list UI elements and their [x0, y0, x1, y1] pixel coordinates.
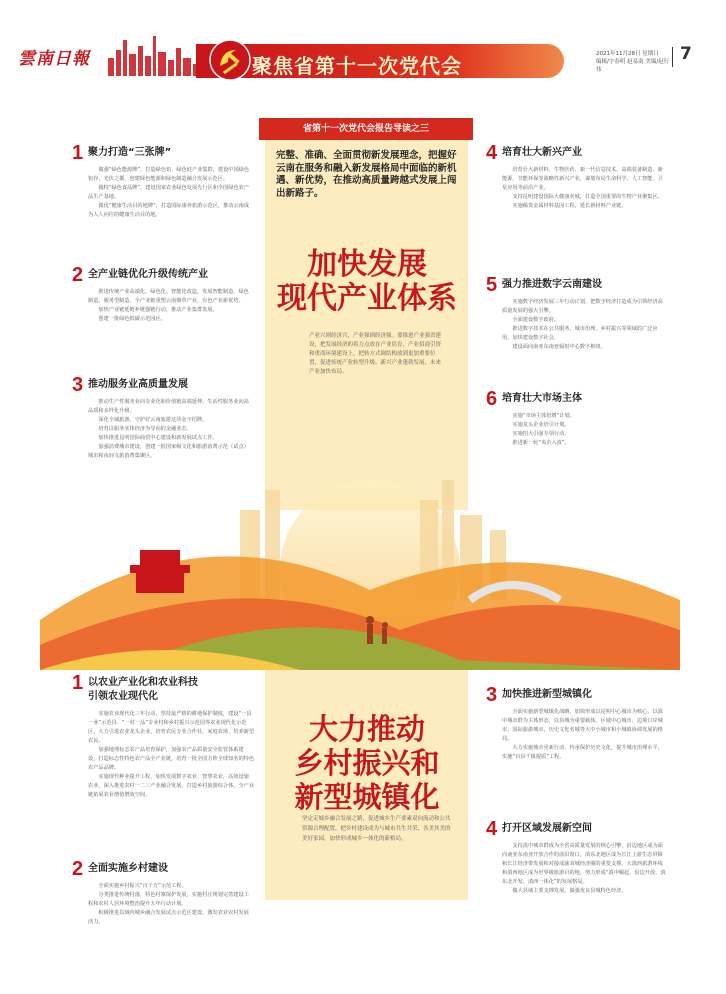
section-title [88, 676, 198, 704]
section-paragraph: 大力实施城市更新行动，传承保护历史文化，提升城市治理水平，实施“百县千镇提质”工程。 [502, 745, 663, 760]
section-paragraph: 加快产业链延链补链强链行动，推动产业集群发展。 [98, 307, 218, 313]
page-title: 聚焦省第十一次党代会 [252, 54, 462, 78]
header-divider [672, 47, 673, 67]
section-paragraph: 实施现代种业提升工程，加快发展数字农业、智慧农业，高效设施农业，深入推进农村一二三产业融合发展，打造乡村旅游综合体，全产业链拓展农业增值增效空间。 [88, 774, 255, 798]
part1-intro: 产业兴则经济兴，产业强则经济强。要推进产业强省建设，把发展经济的着力点放在产业培育，产业招商引资和重商环境建设上，把转方式调结构放到更加重要位置，促进传统产业转型升级、新兴产业蓬勃发展，未来产业加快布局。 [309, 333, 442, 375]
section-body [88, 288, 254, 324]
section-title-line1: 以农业产业化和农业科技 [88, 677, 198, 688]
section-paragraph: 实施招大引强专项行动。 [512, 431, 570, 437]
section-title: 加快推进新型城镇化 [502, 689, 592, 700]
section-body [88, 398, 254, 461]
section-paragraph: 培育以服务实体经济为导向的金融业态。 [98, 426, 192, 432]
section-paragraph: 实施农业现代化三年行动，坚持最严格的耕地保护制度，建设“一县一业”示范县、“一村一品”专业村和乡村振兴示范园等农业现代化示范区，大力引进农业龙头企业，培育农民专业合作社、家庭农场、培养新型农民。 [88, 711, 255, 744]
section-body [502, 842, 666, 896]
section-number: 3 [72, 374, 84, 396]
section-number: 5 [486, 274, 498, 296]
section-paragraph: 全面建设数字政府。 [512, 317, 560, 323]
section-number: 1 [72, 142, 84, 164]
section-number: 2 [72, 264, 84, 286]
section-paragraph: 实施龙头企业培引计划。 [512, 422, 570, 428]
section-body [88, 166, 254, 220]
lead-paragraph: 完整、准确、全面贯彻新发展理念，把握好云南在服务和融入新发展格局中面临的新机遇、新优势，在推动高质量跨越式发展上闯出新路子。 [276, 150, 457, 199]
part2-intro: 坚定走城乡融合发展之路，促进城乡生产要素双向流动和公共资源合理配置，把乡村建设成为与城市共生共荣、各美其美的美好家园，加快形成城乡一体化的新格局。 [302, 816, 451, 842]
section-paragraph: 建设面向南亚东南亚辐射中心数字枢纽。 [512, 344, 606, 350]
skyline-icon [104, 30, 204, 76]
section-title: 打开区域发展新空间 [502, 823, 592, 834]
section-body [502, 166, 666, 211]
section-paragraph: 实施稀贵金属材料基因工程，延长新材料产业链。 [512, 203, 627, 209]
section-number: 1 [72, 672, 84, 694]
section-paragraph: 支持滇中城市群成为全省高质量发展的核心引擎，沿边地区成为面向南亚东南亚开放合作的前沿窗口，滇东北地区成为长江上游生态屏障和长江经济带发展和对接成渝双城经济圈的重要支撑，大滇西旅游环线和滇西地区成为世界级旅游目的地，努力形成“滇中崛起、沿边开放、滇东北开发、滇西一体化”的发展格局。 [502, 843, 666, 885]
section-body [502, 298, 666, 352]
section-paragraph: 全面实施新型城镇化战略，加快形成以昆明中心城市为核心，以滇中城市群为主体形态，以县城为重要载体，区域中心城市、边境口岸城市、国际旅游城市、历史文化名城等大中小城市和小城镇协调发展的格局。 [502, 709, 663, 742]
part1-headline-line1: 加快发展 [307, 247, 427, 282]
part2-headline [268, 712, 466, 814]
section-paragraph: 加快推进昆明国际商贸中心建设和新发展试点工作。 [98, 435, 218, 441]
series-banner-text: 省第十一次党代会报告导读之三 [302, 124, 429, 134]
party-emblem-icon [208, 38, 252, 82]
section-number: 2 [72, 858, 84, 880]
section-title: 培育壮大市场主体 [502, 393, 582, 404]
page-number: 7 [680, 44, 692, 64]
part2-headline-line3: 新型城镇化 [294, 780, 440, 814]
section-paragraph: 推进新一轮“央企入滇”。 [512, 440, 570, 446]
editors-line: 编辑/字春明 赵易南 美编/赵行伟 [596, 59, 670, 73]
section-body [88, 710, 254, 800]
part1-headline [268, 248, 466, 316]
section-paragraph: 实施数字经济发展三年行动计划，把数字经济打造成为引领经济高质量发展的强大引擎。 [502, 299, 663, 314]
section-paragraph: 实施“市场主体倍增”计划。 [512, 413, 575, 419]
part2-headline-line2: 乡村振兴和 [294, 746, 440, 780]
series-banner [259, 118, 473, 140]
section-paragraph: 推进数字技术在公共服务、城市治理、乡村振兴等领域的广泛应用，加快建设数字社会。 [502, 326, 658, 341]
section-paragraph: 做优“健康生活目的地牌”，打造国际康养旅游示范区，推动云南成为人人向往的健康生活目的地。 [88, 203, 250, 218]
section-number: 4 [486, 818, 498, 840]
section-paragraph: 做强“绿色能源牌”，打造绿色铝、绿色硅产业集群，建设中国绿色铝谷，光伏之都，创建绿色能源和绿色制造融合发展示范区。 [88, 167, 250, 182]
section-paragraph: 创建一批绿色低碳示范园区。 [98, 316, 166, 322]
landscape-illustration [40, 470, 680, 670]
section-paragraph: 深化全域旅游，守护好云南旅游这块金字招牌。 [98, 417, 208, 423]
section-title: 全面实施乡村建设 [88, 863, 168, 874]
section-title: 全产业链优化升级传统产业 [88, 269, 208, 280]
section-paragraph: 培育壮大新材料、生物医药、新一代信息技术、高端装备制造、新能源、节能环保等战略性新兴产业，谋划布局生命科学、人工智能、卫星应用等前沿产业。 [502, 167, 663, 191]
section-paragraph: 做特“绿色食品牌”，建设国家农业绿色发展先行区和全国绿色农产品生产基地。 [88, 185, 250, 200]
section-body [502, 708, 666, 762]
section-paragraph: 加强地理标志农产品培育保护，加强农产品质量安全监管体系建设，打造标志性特色农产品全产业链，培育一批全国方阵全球知名的特色农产品品牌。 [88, 747, 255, 771]
section-paragraph: 推进传统产业高端化、绿色化、智能化改造，发展智能制造、绿色制造、服务型制造，全产业链重塑云南烟草产业，有色产业新优势。 [88, 289, 249, 304]
date-line: 2021年11月28日 星期日 [596, 51, 659, 57]
section-title: 强力推进数字云南建设 [502, 279, 602, 290]
section-paragraph: 推动生产性服务业向专业化和价值链高端延伸、生活性服务业向高品质和多样化升级。 [88, 399, 249, 414]
section-body [88, 882, 254, 927]
section-number: 6 [486, 388, 498, 410]
section-paragraph: 积极推进县域内城乡融合发展试点示范区建设，激发农业农村发展活力。 [88, 910, 249, 925]
section-paragraph: 全面实施乡村振兴“百千万”示范工程。 [98, 883, 187, 889]
section-number: 3 [486, 684, 498, 706]
section-title: 聚力打造“三张牌” [88, 147, 172, 158]
date-block [596, 50, 672, 74]
newspaper-logo: 雲南日報 [18, 49, 90, 69]
section-title: 培育壮大新兴产业 [502, 147, 582, 158]
section-paragraph: 加强消费城市建设，创建一批国家级文化和旅游消费示范（试点）城市和夜间文旅消费集聚区。 [88, 444, 249, 459]
section-title: 推动服务业高质量发展 [88, 379, 188, 390]
section-number: 4 [486, 142, 498, 164]
section-paragraph: 分类推进传统村落，特色村寨保护发展，实施村庄规划完善建设工程和农村人居环境整治提升五年行动计划。 [88, 892, 249, 907]
section-paragraph: 做大县域主要支撑发展，做强优良县城特色经济。 [512, 888, 627, 894]
section-paragraph: 支持昆明建设国际大健康名城，打造全国重要的生物产业聚集区。 [512, 194, 663, 200]
section-body [502, 412, 666, 448]
section-title-line2: 引领农业现代化 [88, 691, 158, 702]
part1-headline-line2: 现代产业体系 [277, 281, 457, 316]
part2-headline-line1: 大力推动 [308, 712, 425, 746]
